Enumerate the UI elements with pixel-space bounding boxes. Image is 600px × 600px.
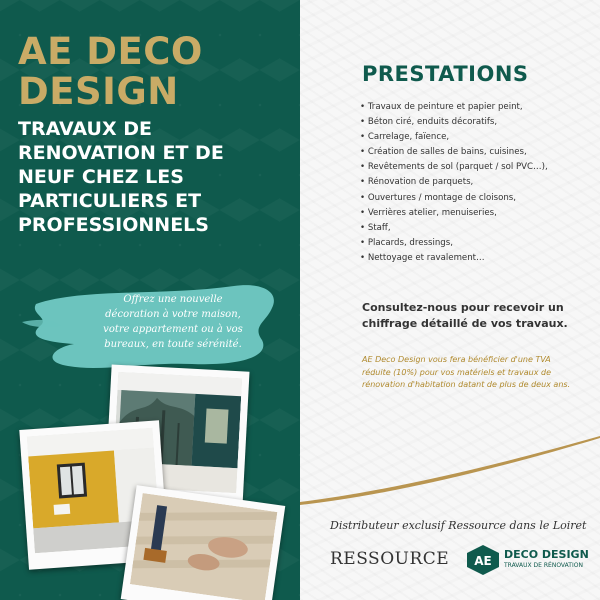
list-item: • Revêtements de sol (parquet / sol PVC…),: [360, 160, 548, 175]
prestations-title: PRESTATIONS: [362, 62, 529, 86]
tva-notice: [362, 354, 594, 392]
tagline-line: Offrez une nouvelle: [123, 294, 223, 305]
list-item: • Ouvertures / montage de cloisons,: [360, 191, 548, 206]
floor-installation-image: [130, 493, 277, 600]
tva-line: AE Deco Design vous fera bénéficier d'une TVA: [362, 355, 551, 364]
services-list: [360, 100, 548, 266]
gold-divider: [300, 430, 600, 510]
cta-line: chiffrage détaillé de vos travaux.: [362, 317, 568, 330]
subtitle-line: RENOVATION ET DE: [18, 142, 224, 164]
ae-deco-design-logo: [466, 544, 596, 576]
right-panel: [300, 0, 600, 600]
quote-call-to-action: [362, 300, 592, 332]
list-item: • Verrières atelier, menuiseries,: [360, 206, 548, 221]
ae-logo-icon: [466, 544, 500, 576]
subtitle-line: PARTICULIERS ET: [18, 190, 202, 212]
subtitle-line: TRAVAUX DE: [18, 118, 152, 140]
subtitle-line: NEUF CHEZ LES: [18, 166, 184, 188]
logo-mark-text: AE: [474, 554, 492, 568]
subtitle-line: PROFESSIONNELS: [18, 214, 209, 236]
ressource-logo-text: RESSOURCE: [330, 549, 450, 569]
distributor-line: Distributeur exclusif Ressource dans le Loiret: [330, 519, 587, 532]
logo-tagline: TRAVAUX DE RÉNOVATION: [504, 562, 583, 569]
list-item: • Rénovation de parquets,: [360, 175, 548, 190]
cta-line: Consultez-nous pour recevoir un: [362, 301, 564, 314]
tva-line: rénovation d'habitation datant de plus de deux ans.: [362, 380, 571, 389]
tagline: [98, 292, 248, 352]
photo-floor-installation: [121, 485, 286, 600]
tagline-line: décoration à votre maison,: [105, 309, 241, 320]
list-item: • Carrelage, faïence,: [360, 130, 548, 145]
services-headline: [18, 117, 293, 237]
tva-line: réduite (10%) pour vos matériels et travaux de: [362, 367, 551, 377]
logo-name: DECO DESIGN: [504, 548, 589, 561]
brand-line-2: DESIGN: [18, 70, 179, 113]
tagline-line: bureaux, en toute sérénité.: [104, 339, 242, 350]
list-item: • Création de salles de bains, cuisines,: [360, 145, 548, 160]
tagline-line: votre appartement ou à vos: [103, 324, 243, 335]
list-item: • Placards, dressings,: [360, 236, 548, 251]
brand-line-1: AE DECO: [18, 30, 203, 73]
brand-title: [18, 32, 203, 112]
list-item: • Travaux de peinture et papier peint,: [360, 100, 548, 115]
list-item: • Nettoyage et ravalement…: [360, 251, 548, 266]
list-item: • Béton ciré, enduits décoratifs,: [360, 115, 548, 130]
list-item: • Staff,: [360, 221, 548, 236]
